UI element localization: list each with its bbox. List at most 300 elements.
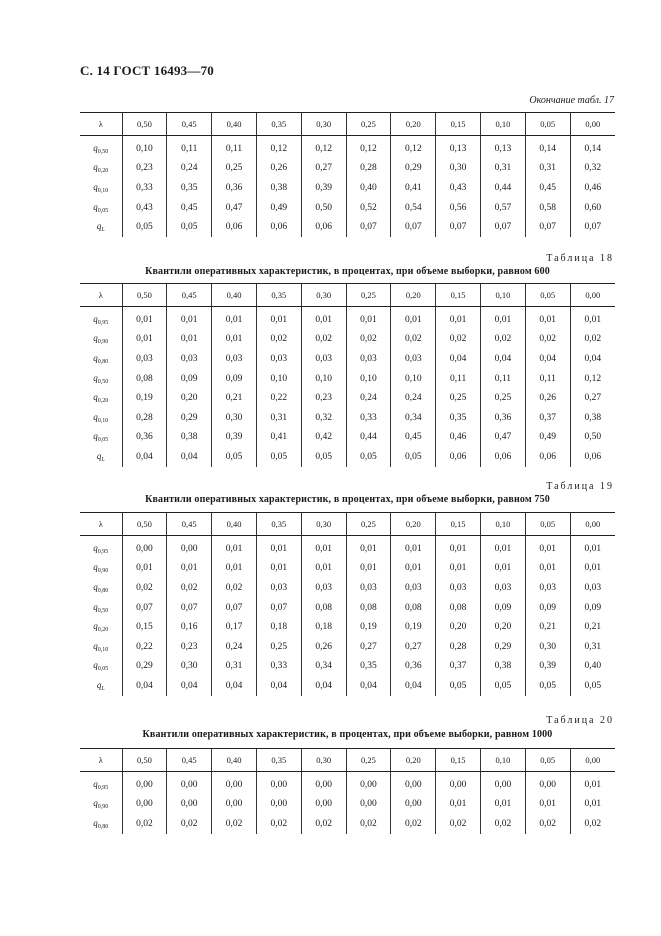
table-cell: 0,02 [301, 330, 346, 350]
table-cell: 0,01 [346, 559, 391, 579]
lambda-column-header: 0,10 [481, 284, 526, 307]
table-cell: 0,47 [212, 198, 257, 218]
table-cell: 0,01 [570, 795, 615, 815]
table-cell: 0,02 [570, 814, 615, 834]
lambda-header: λ [80, 513, 122, 536]
table-header-row [80, 284, 615, 307]
table-cell: 0,02 [570, 330, 615, 350]
quantile-label: $q_{0,20}$ [93, 392, 109, 405]
table-20-caption: Квантили оперативных характеристик, в процентах, при объеме выборки, равном 1000 [142, 729, 553, 740]
table-cell: 0,01 [256, 536, 301, 559]
table-cell: 0,01 [481, 536, 526, 559]
table-cell: 0,04 [167, 447, 212, 467]
table-cell: 0,25 [436, 388, 481, 408]
table-cell: 0,20 [167, 388, 212, 408]
quantile-label: $q_{0,20}$ [93, 162, 109, 175]
table-cell: 0,02 [346, 330, 391, 350]
table-cell: 0,07 [167, 598, 212, 618]
table-cell: 0,07 [391, 217, 436, 237]
table-cell: 0,41 [256, 428, 301, 448]
table-cell: 0,07 [212, 598, 257, 618]
table-cell: 0,42 [301, 428, 346, 448]
lambda-header: λ [80, 749, 122, 772]
table-cell: 0,58 [525, 198, 570, 218]
table-cell: 0,07 [570, 217, 615, 237]
table-cell: 0,45 [391, 428, 436, 448]
table-cell: 0,01 [212, 307, 257, 330]
table-cell: 0,03 [525, 578, 570, 598]
table-cell: 0,29 [122, 657, 167, 677]
table-cell: 0,00 [525, 772, 570, 795]
lambda-column-header: 0,05 [525, 113, 570, 136]
table-cell: 0,01 [256, 307, 301, 330]
table-cell: 0,38 [167, 428, 212, 448]
table-row [80, 388, 615, 408]
table-cell: 0,34 [391, 408, 436, 428]
table-cell: 0,20 [481, 617, 526, 637]
table-cell: 0,15 [122, 617, 167, 637]
table-cell: 0,29 [167, 408, 212, 428]
table-cell: 0,46 [436, 428, 481, 448]
table-cell: 0,01 [167, 307, 212, 330]
table-cell: 0,06 [256, 217, 301, 237]
table-cell: 0,36 [122, 428, 167, 448]
table-cell: 0,00 [301, 772, 346, 795]
table-header-row [80, 749, 615, 772]
table-cell: 0,27 [301, 159, 346, 179]
table-cell: 0,24 [212, 637, 257, 657]
table-cell: 0,01 [570, 559, 615, 579]
table-cell: 0,12 [570, 369, 615, 389]
table-cell: 0,04 [212, 676, 257, 696]
table-cell: 0,00 [122, 536, 167, 559]
table-cell: 0,49 [525, 428, 570, 448]
lambda-column-header: 0,45 [167, 284, 212, 307]
table-cell: 0,04 [525, 349, 570, 369]
table-cell: 0,09 [570, 598, 615, 618]
table-cell: 0,04 [122, 676, 167, 696]
table-cell: 0,23 [122, 159, 167, 179]
lambda-column-header: 0,50 [122, 513, 167, 536]
table-cell: 0,00 [301, 795, 346, 815]
table-cell: 0,14 [570, 136, 615, 159]
table-19 [80, 512, 615, 696]
table-cell: 0,02 [256, 814, 301, 834]
table-cell: 0,14 [525, 136, 570, 159]
table-cell: 0,35 [167, 178, 212, 198]
quantile-label: $q_L$ [96, 450, 105, 463]
table-cell: 0,16 [167, 617, 212, 637]
table-header-row [80, 113, 615, 136]
table-cell: 0,00 [212, 772, 257, 795]
table-cell: 0,44 [481, 178, 526, 198]
table-row [80, 447, 615, 467]
table-cell: 0,12 [391, 136, 436, 159]
lambda-column-header: 0,35 [256, 284, 301, 307]
table-cell: 0,01 [212, 536, 257, 559]
table-cell: 0,00 [167, 536, 212, 559]
table-cell: 0,39 [301, 178, 346, 198]
lambda-column-header: 0,00 [570, 749, 615, 772]
lambda-column-header: 0,35 [256, 513, 301, 536]
table-row [80, 536, 615, 559]
lambda-header: λ [80, 113, 122, 136]
table-cell: 0,25 [481, 388, 526, 408]
table-cell: 0,04 [122, 447, 167, 467]
table-cell: 0,18 [256, 617, 301, 637]
table-cell: 0,21 [212, 388, 257, 408]
lambda-column-header: 0,25 [346, 513, 391, 536]
table-18-label: Таблица 18 [546, 253, 614, 264]
quantile-label: $q_{0,80}$ [93, 817, 109, 830]
table-cell: 0,52 [346, 198, 391, 218]
table-cell: 0,00 [391, 772, 436, 795]
table-cell: 0,01 [570, 307, 615, 330]
table-cell: 0,29 [481, 637, 526, 657]
table-cell: 0,13 [481, 136, 526, 159]
table-cell: 0,38 [570, 408, 615, 428]
table-cell: 0,10 [391, 369, 436, 389]
table-cell: 0,36 [212, 178, 257, 198]
table-cell: 0,33 [256, 657, 301, 677]
lambda-column-header: 0,00 [570, 284, 615, 307]
table-cell: 0,56 [436, 198, 481, 218]
table-cell: 0,38 [481, 657, 526, 677]
table-cell: 0,25 [212, 159, 257, 179]
table-cell: 0,03 [391, 578, 436, 598]
table-cell: 0,02 [212, 578, 257, 598]
table-row [80, 795, 615, 815]
table-cell: 0,09 [525, 598, 570, 618]
table-cell: 0,00 [256, 795, 301, 815]
table-cell: 0,03 [481, 578, 526, 598]
table-row [80, 408, 615, 428]
table-cell: 0,09 [167, 369, 212, 389]
table-cell: 0,29 [391, 159, 436, 179]
table-cell: 0,03 [256, 578, 301, 598]
table-cell: 0,43 [436, 178, 481, 198]
table-cell: 0,27 [346, 637, 391, 657]
lambda-column-header: 0,20 [391, 749, 436, 772]
table-cell: 0,01 [122, 559, 167, 579]
table-cell: 0,03 [346, 349, 391, 369]
table-cell: 0,01 [167, 559, 212, 579]
table-cell: 0,01 [122, 307, 167, 330]
table-cell: 0,09 [212, 369, 257, 389]
lambda-column-header: 0,40 [212, 284, 257, 307]
lambda-column-header: 0,50 [122, 284, 167, 307]
lambda-column-header: 0,25 [346, 284, 391, 307]
table-cell: 0,00 [391, 795, 436, 815]
table-row [80, 428, 615, 448]
table-cell: 0,02 [436, 814, 481, 834]
table-cell: 0,01 [436, 536, 481, 559]
lambda-column-header: 0,30 [301, 749, 346, 772]
lambda-column-header: 0,10 [481, 513, 526, 536]
table-cell: 0,07 [525, 217, 570, 237]
quantile-label: $q_{0,50}$ [93, 142, 109, 155]
table-cell: 0,10 [122, 136, 167, 159]
lambda-column-header: 0,35 [256, 749, 301, 772]
table-cell: 0,57 [481, 198, 526, 218]
quantile-label: $q_{0,05}$ [93, 431, 109, 444]
table-cell: 0,02 [525, 814, 570, 834]
table-cell: 0,05 [346, 447, 391, 467]
lambda-column-header: 0,05 [525, 284, 570, 307]
table-cell: 0,00 [122, 772, 167, 795]
table-row [80, 349, 615, 369]
table-cell: 0,03 [167, 349, 212, 369]
lambda-column-header: 0,45 [167, 513, 212, 536]
table-cell: 0,35 [346, 657, 391, 677]
quantile-label: $q_{0,95}$ [93, 778, 109, 791]
table-cell: 0,31 [525, 159, 570, 179]
table-18 [80, 283, 615, 467]
table-cell: 0,01 [391, 536, 436, 559]
table-cell: 0,01 [346, 307, 391, 330]
table-cell: 0,36 [391, 657, 436, 677]
table-cell: 0,02 [391, 330, 436, 350]
table-cell: 0,01 [481, 795, 526, 815]
table-cell: 0,30 [167, 657, 212, 677]
table-cell: 0,03 [256, 349, 301, 369]
table-cell: 0,31 [256, 408, 301, 428]
table-cell: 0,07 [436, 217, 481, 237]
table-cell: 0,31 [212, 657, 257, 677]
table-cell: 0,31 [481, 159, 526, 179]
lambda-column-header: 0,30 [301, 513, 346, 536]
table-cell: 0,54 [391, 198, 436, 218]
lambda-column-header: 0,50 [122, 749, 167, 772]
table-19-caption: Квантили оперативных характеристик, в процентах, при объеме выборки, равном 750 [145, 494, 550, 505]
table-cell: 0,06 [570, 447, 615, 467]
table-cell: 0,00 [256, 772, 301, 795]
table-cell: 0,02 [436, 330, 481, 350]
table-cell: 0,05 [212, 447, 257, 467]
table-cell: 0,01 [212, 559, 257, 579]
table-cell: 0,04 [167, 676, 212, 696]
lambda-column-header: 0,15 [436, 284, 481, 307]
table-cell: 0,22 [122, 637, 167, 657]
table-row [80, 617, 615, 637]
quantile-label: $q_{0,10}$ [93, 640, 109, 653]
lambda-column-header: 0,30 [301, 284, 346, 307]
table-cell: 0,43 [122, 198, 167, 218]
table-cell: 0,02 [301, 814, 346, 834]
table-row [80, 369, 615, 389]
table-cell: 0,22 [256, 388, 301, 408]
table-cell: 0,02 [256, 330, 301, 350]
table-cell: 0,01 [301, 559, 346, 579]
table-row [80, 136, 615, 159]
table-cell: 0,27 [391, 637, 436, 657]
table-cell: 0,04 [436, 349, 481, 369]
lambda-column-header: 0,40 [212, 113, 257, 136]
table-cell: 0,04 [346, 676, 391, 696]
table-cell: 0,05 [481, 676, 526, 696]
quantile-label: $q_L$ [96, 221, 105, 234]
table-cell: 0,00 [167, 795, 212, 815]
table-19-label: Таблица 19 [546, 481, 614, 492]
table-cell: 0,36 [481, 408, 526, 428]
table-cell: 0,39 [212, 428, 257, 448]
table-cell: 0,03 [570, 578, 615, 598]
table-cell: 0,01 [570, 536, 615, 559]
table-cell: 0,05 [391, 447, 436, 467]
lambda-column-header: 0,00 [570, 513, 615, 536]
table-cell: 0,01 [391, 559, 436, 579]
table-cell: 0,23 [301, 388, 346, 408]
table-17 [80, 112, 615, 237]
table-cell: 0,33 [122, 178, 167, 198]
lambda-column-header: 0,10 [481, 749, 526, 772]
table-cell: 0,01 [391, 307, 436, 330]
table-cell: 0,31 [570, 637, 615, 657]
table-cell: 0,00 [167, 772, 212, 795]
table-cell: 0,11 [167, 136, 212, 159]
table-row [80, 657, 615, 677]
table-cell: 0,24 [346, 388, 391, 408]
table-cell: 0,27 [570, 388, 615, 408]
table-cell: 0,11 [436, 369, 481, 389]
table-cell: 0,32 [570, 159, 615, 179]
table-cell: 0,01 [167, 330, 212, 350]
continuation-note: Окончание табл. 17 [529, 95, 614, 106]
table-20-label: Таблица 20 [546, 715, 614, 726]
table-cell: 0,10 [256, 369, 301, 389]
table-cell: 0,01 [481, 559, 526, 579]
table-cell: 0,00 [212, 795, 257, 815]
table-cell: 0,03 [122, 349, 167, 369]
lambda-column-header: 0,35 [256, 113, 301, 136]
table-cell: 0,40 [570, 657, 615, 677]
table-cell: 0,04 [391, 676, 436, 696]
table-cell: 0,32 [301, 408, 346, 428]
table-cell: 0,01 [436, 559, 481, 579]
quantile-label: $q_{0,90}$ [93, 333, 109, 346]
quantile-label: $q_{0,95}$ [93, 313, 109, 326]
table-cell: 0,24 [167, 159, 212, 179]
table-cell: 0,03 [212, 349, 257, 369]
table-row [80, 598, 615, 618]
table-cell: 0,03 [391, 349, 436, 369]
lambda-column-header: 0,15 [436, 513, 481, 536]
quantile-label: $q_{0,10}$ [93, 411, 109, 424]
table-cell: 0,38 [256, 178, 301, 198]
lambda-column-header: 0,20 [391, 284, 436, 307]
table-cell: 0,25 [256, 637, 301, 657]
table-cell: 0,03 [301, 578, 346, 598]
table-cell: 0,08 [391, 598, 436, 618]
quantile-label: $q_L$ [96, 679, 105, 692]
page-header: С. 14 ГОСТ 16493—70 [80, 63, 214, 78]
table-cell: 0,01 [436, 795, 481, 815]
lambda-column-header: 0,20 [391, 513, 436, 536]
lambda-column-header: 0,20 [391, 113, 436, 136]
table-cell: 0,04 [256, 676, 301, 696]
table-cell: 0,12 [256, 136, 301, 159]
table-cell: 0,21 [570, 617, 615, 637]
table-cell: 0,26 [525, 388, 570, 408]
table-cell: 0,06 [525, 447, 570, 467]
lambda-column-header: 0,25 [346, 113, 391, 136]
table-row [80, 330, 615, 350]
quantile-label: $q_{0,50}$ [93, 372, 109, 385]
table-cell: 0,09 [481, 598, 526, 618]
table-cell: 0,04 [481, 349, 526, 369]
lambda-column-header: 0,45 [167, 749, 212, 772]
lambda-header: λ [80, 284, 122, 307]
table-cell: 0,02 [481, 330, 526, 350]
table-cell: 0,01 [570, 772, 615, 795]
table-cell: 0,01 [301, 307, 346, 330]
table-cell: 0,18 [301, 617, 346, 637]
table-cell: 0,01 [256, 559, 301, 579]
table-cell: 0,39 [525, 657, 570, 677]
lambda-column-header: 0,05 [525, 513, 570, 536]
table-cell: 0,02 [481, 814, 526, 834]
table-row [80, 578, 615, 598]
lambda-column-header: 0,25 [346, 749, 391, 772]
table-cell: 0,06 [436, 447, 481, 467]
table-cell: 0,00 [122, 795, 167, 815]
table-cell: 0,40 [346, 178, 391, 198]
table-cell: 0,23 [167, 637, 212, 657]
table-cell: 0,01 [481, 307, 526, 330]
table-cell: 0,02 [212, 814, 257, 834]
table-cell: 0,17 [212, 617, 257, 637]
table-cell: 0,13 [436, 136, 481, 159]
table-cell: 0,01 [212, 330, 257, 350]
table-cell: 0,01 [122, 330, 167, 350]
table-cell: 0,05 [301, 447, 346, 467]
table-cell: 0,19 [122, 388, 167, 408]
table-cell: 0,05 [570, 676, 615, 696]
table-row [80, 559, 615, 579]
table-cell: 0,60 [570, 198, 615, 218]
table-cell: 0,02 [122, 578, 167, 598]
quantile-label: $q_{0,80}$ [93, 581, 109, 594]
table-cell: 0,26 [256, 159, 301, 179]
table-row [80, 198, 615, 218]
table-cell: 0,03 [346, 578, 391, 598]
table-cell: 0,00 [481, 772, 526, 795]
table-cell: 0,30 [525, 637, 570, 657]
table-row [80, 637, 615, 657]
table-cell: 0,06 [301, 217, 346, 237]
table-cell: 0,07 [481, 217, 526, 237]
table-row [80, 217, 615, 237]
table-cell: 0,24 [391, 388, 436, 408]
table-cell: 0,01 [525, 559, 570, 579]
table-cell: 0,50 [301, 198, 346, 218]
table-cell: 0,08 [122, 369, 167, 389]
table-cell: 0,01 [525, 536, 570, 559]
table-cell: 0,02 [346, 814, 391, 834]
table-20 [80, 748, 615, 834]
table-cell: 0,10 [346, 369, 391, 389]
table-cell: 0,47 [481, 428, 526, 448]
table-cell: 0,05 [525, 676, 570, 696]
table-row [80, 159, 615, 179]
quantile-label: $q_{0,50}$ [93, 601, 109, 614]
table-cell: 0,30 [212, 408, 257, 428]
table-cell: 0,45 [525, 178, 570, 198]
quantile-label: $q_{0,90}$ [93, 798, 109, 811]
table-cell: 0,44 [346, 428, 391, 448]
table-cell: 0,03 [301, 349, 346, 369]
table-cell: 0,02 [391, 814, 436, 834]
